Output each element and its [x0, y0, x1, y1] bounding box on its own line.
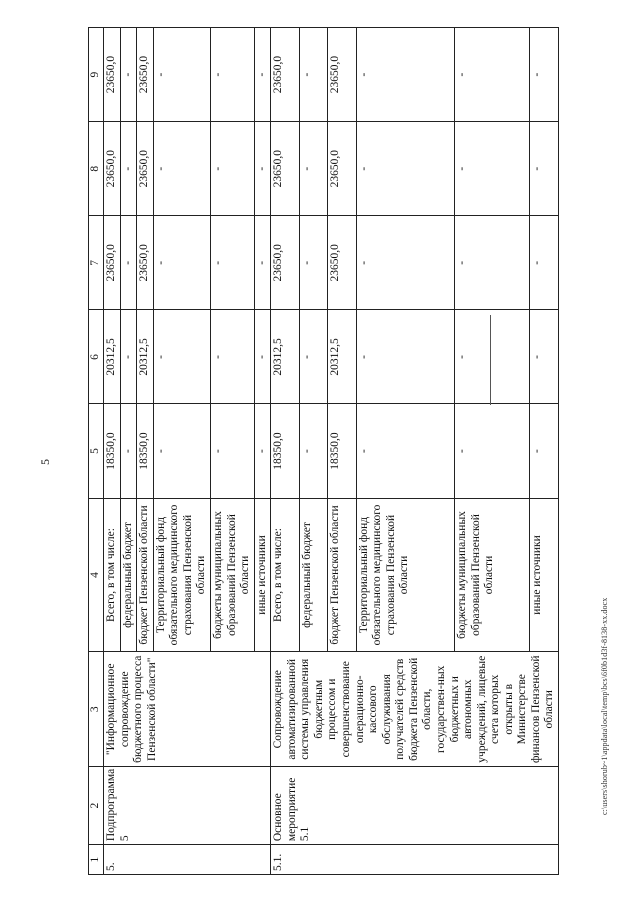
amount-cell: -	[299, 404, 328, 498]
funding-source-cell: Территориальный фонд обязательного медицинского страхования Пензенской области	[153, 498, 210, 652]
amount-cell: -	[120, 122, 137, 216]
amount-cell: -	[530, 28, 559, 122]
amount-cell: 20312,5	[271, 310, 300, 404]
amount-cell: 18350,0	[104, 404, 121, 498]
amount-cell: -	[120, 404, 137, 498]
funding-source-cell: бюджет Пензенской области	[137, 498, 154, 652]
page-number: 5	[38, 459, 52, 465]
amount-cell: -	[455, 28, 530, 122]
amount-cell: -	[254, 122, 271, 216]
amount-cell: 20312,5	[137, 310, 154, 404]
amount-cell: -	[299, 28, 328, 122]
table-row	[104, 28, 121, 875]
funding-source-cell: Территориальный фонд обязательного медицинского страхования Пензенской области	[356, 498, 455, 652]
amount-cell: -	[120, 310, 137, 404]
amount-cell: -	[356, 310, 455, 404]
amount-cell: 23650,0	[137, 122, 154, 216]
budget-table	[88, 27, 559, 875]
amount-cell: -	[254, 404, 271, 498]
column-header: 4	[89, 498, 104, 652]
amount-cell: -	[210, 122, 254, 216]
amount-cell: -	[299, 122, 328, 216]
program-name-cell: Подпрограмма 5	[104, 767, 271, 845]
amount-cell: -	[299, 216, 328, 310]
amount-cell: -	[153, 404, 210, 498]
amount-cell: 20312,5	[104, 310, 121, 404]
column-header: 3	[89, 652, 104, 767]
amount-cell: -	[455, 122, 530, 216]
table-row	[271, 28, 300, 875]
amount-cell: -	[455, 310, 530, 404]
amount-cell: -	[210, 216, 254, 310]
footnote-separator	[490, 315, 491, 405]
amount-cell: -	[254, 28, 271, 122]
amount-cell: -	[530, 216, 559, 310]
funding-source-cell: федеральный бюджет	[299, 498, 328, 652]
amount-cell: 18350,0	[328, 404, 357, 498]
amount-cell: -	[530, 310, 559, 404]
amount-cell: 23650,0	[137, 216, 154, 310]
amount-cell: -	[530, 122, 559, 216]
row-code-cell: 5.1.	[271, 845, 559, 875]
amount-cell: 23650,0	[104, 28, 121, 122]
amount-cell: 23650,0	[104, 216, 121, 310]
amount-cell: -	[530, 404, 559, 498]
amount-cell: 18350,0	[137, 404, 154, 498]
amount-cell: -	[153, 310, 210, 404]
amount-cell: 23650,0	[137, 28, 154, 122]
amount-cell: 23650,0	[328, 122, 357, 216]
funding-source-cell: бюджеты муниципальных образований Пензенской области	[210, 498, 254, 652]
column-header: 5	[89, 404, 104, 498]
row-code-cell: 5.	[104, 845, 271, 875]
funding-source-cell: федеральный бюджет	[120, 498, 137, 652]
table-body	[104, 28, 559, 875]
amount-cell: 23650,0	[271, 122, 300, 216]
footer-file-path: c:\users\shorub~1\appdata\local\temp\bcs\6f0b1d3f-8138-xx.docx	[600, 597, 609, 815]
amount-cell: 23650,0	[104, 122, 121, 216]
amount-cell: -	[153, 122, 210, 216]
amount-cell: 23650,0	[271, 28, 300, 122]
amount-cell: -	[210, 28, 254, 122]
funding-source-cell: иные источники	[254, 498, 271, 652]
amount-cell: -	[120, 28, 137, 122]
amount-cell: 23650,0	[271, 216, 300, 310]
funding-source-cell: Всего, в том числе:	[271, 498, 300, 652]
funding-source-cell: Всего, в том числе:	[104, 498, 121, 652]
amount-cell: 18350,0	[271, 404, 300, 498]
amount-cell: -	[356, 404, 455, 498]
column-header: 9	[89, 28, 104, 122]
funding-source-cell: иные источники	[530, 498, 559, 652]
amount-cell: 23650,0	[328, 216, 357, 310]
program-description-cell: Сопровождение автоматизированной системы управления бюджетным процессом и совершенствование операционно-кассового обслуживания получателей средств бюджета Пензенской области, государствен-ных бюджетных и автономных учреждений, лицевые счета которых открыты в Министерстве финансов Пензенской области	[271, 652, 559, 767]
amount-cell: -	[299, 310, 328, 404]
program-name-cell: Основное мероприятие 5.1	[271, 767, 559, 845]
amount-cell: -	[210, 310, 254, 404]
funding-source-cell: бюджет Пензенской области	[328, 498, 357, 652]
amount-cell: -	[153, 28, 210, 122]
amount-cell: -	[356, 216, 455, 310]
amount-cell: -	[254, 216, 271, 310]
amount-cell: -	[153, 216, 210, 310]
amount-cell: 20312,5	[328, 310, 357, 404]
amount-cell: -	[120, 216, 137, 310]
funding-source-cell: бюджеты муниципальных образований Пензенской области	[455, 498, 530, 652]
amount-cell: -	[356, 122, 455, 216]
amount-cell: -	[254, 310, 271, 404]
amount-cell: -	[455, 404, 530, 498]
amount-cell: -	[455, 216, 530, 310]
column-header: 2	[89, 767, 104, 845]
header-row	[89, 28, 104, 875]
program-description-cell: "Информационное сопровождение бюджетного процесса Пензенской области"	[104, 652, 271, 767]
column-header: 6	[89, 310, 104, 404]
amount-cell: -	[210, 404, 254, 498]
column-header: 8	[89, 122, 104, 216]
column-header: 1	[89, 845, 104, 875]
amount-cell: 23650,0	[328, 28, 357, 122]
column-header: 7	[89, 216, 104, 310]
amount-cell: -	[356, 28, 455, 122]
